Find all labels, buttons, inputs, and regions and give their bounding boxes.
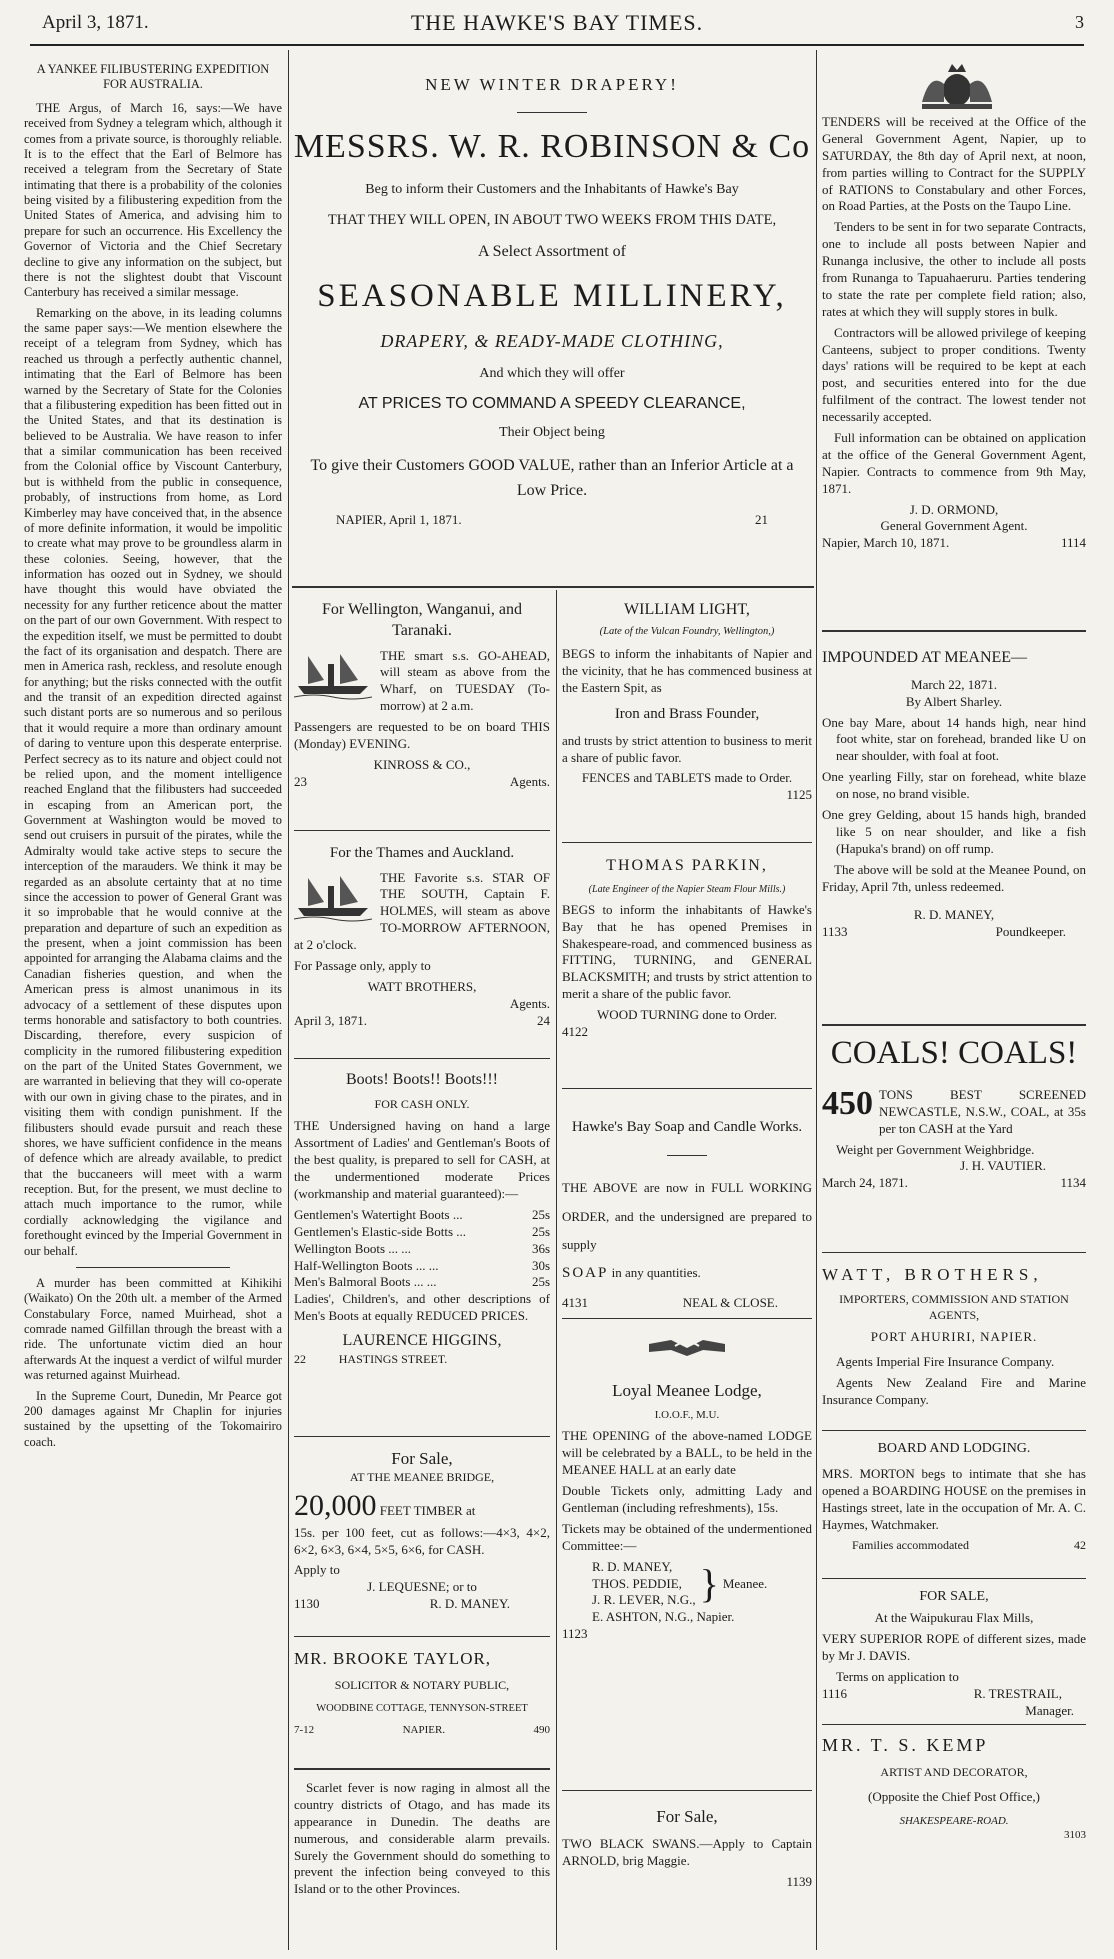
robinson-line2: Beg to inform their Customers and the Inhabitants of Hawke's Bay	[365, 182, 739, 198]
light-number: 1125	[786, 787, 812, 803]
divider	[822, 1724, 1086, 1725]
taylor-title: SOLICITOR & NOTARY PUBLIC,	[334, 1678, 510, 1693]
coals-body-line	[822, 1084, 1086, 1138]
item-name: Gentlemen's Watertight Boots ...	[294, 1206, 463, 1222]
robinson-line6: DRAPERY, & READY-MADE CLOTHING,	[380, 331, 724, 351]
timber-advert	[294, 1448, 550, 1628]
column-divider	[288, 50, 289, 1950]
light-body: BEGS to inform the inhabitants of Napier and the vicinity, that he has commenced business at the Eastern Spit, as	[562, 646, 812, 696]
lodge-obtain: Tickets may be obtained of the undermentioned Committee:—	[562, 1520, 812, 1553]
robinson-line1: NEW WINTER DRAPERY!	[425, 75, 679, 94]
item-price: 30s	[531, 1257, 550, 1273]
divider	[562, 1318, 812, 1319]
watt-advert	[822, 1264, 1086, 1424]
boots-number: 22	[294, 1351, 306, 1366]
divider	[822, 1578, 1086, 1579]
list-item: One yearling Filly, star on forehead, white blaze on nose, no brand visible.	[822, 769, 1086, 802]
boots-price-list	[294, 1207, 550, 1291]
robinson-line10: To give their Customers GOOD VALUE, rather than an Inferior Article at a Low Price.	[310, 456, 794, 500]
impounded-title: Poundkeeper.	[995, 924, 1066, 940]
boots-name: LAURENCE HIGGINS,	[342, 1332, 502, 1350]
article-paragraph: Remarking on the above, in its leading columns the same paper says:—We mention elsewhere the receipt of a telegram from Sydney, which has reached us through a perfectly authentic channel, intimating that the Earl of Belmore has been warned by the Secretary of State for the Colonies that a filibustering expedition has been fitted out in the United States, and that its destination is believed to be Australia. We have reason to infer that a similar communication has been received from the Colonial office by Viscount Canterbury, but is withheld from the public in consequence, probably, of instructions from home, as Lord Kimberley may have conceived that, in the absence of more definite information, it would be impolitic to create what may prove to be groundless alarm in these colonies. Seeing, however, that the information has oozed out in Sydney, we should have thought this would have obviated the necessity for any further reticence about the matter on the part of our own Government. With respect to the expedition itself, we must be permitted to doubt the fact of its organisation and despatch. There are men in America rash, reckless, and resolute enough for anything; but the risks connected with the outfit and the transit of an expedition directed against such distant ports are so numerous and so perilous that it would require a more than ordinary amount of daring to venture upon this desperate enterprise. Perfect secrecy as to its nature and object could not be relied upon, and the moment intelligence reached England that the filibusters had succeeded in escaping from an American port, the Government at Washington would be moved to send out cruisers in pursuit of the pirates, while the Admiralty would take active steps to secure the interception of the marauders. We think it may be regarded as an absolute certainty that at no time since the accession to power of General Grant was it so improbable that he would connive at the preparation and departure of such an expedition as the present, when a joint commission has been appointed for arranging the Alabama claims and the Canadian fisheries question, and when the American press is almost unanimous in its advocacy of a settlement of these disputes upon terms honorable and satisfactory to both countries. Discarding, therefore, every suspicion of complicity in the rumored filibustering expedition on the part of the United States Government, we are warranted in believing that they will co-operate with our own in giving chase to the pirates, and in visiting them with condign punishment. If the filibusters should evade pursuit and reach these shores, we have sufficient confidence in the means of defence which are already available, to predict that the buccaneers will meet with a warm reception. But, for the present, we must decline to attach much importance to the rumor, while cordially acknowledging the vigilance and forethought evinced by the Imperial Government in our behalf.	[24, 305, 282, 1258]
boots-body: THE Undersigned having on hand a large Assortment of Ladies' and Gentleman's Boots of the best quality, is prepared to sell for CASH, at the undermentioned moderate Prices (workmanship and material guaranteed):—	[294, 1118, 550, 1201]
divider	[294, 1058, 550, 1059]
court-paragraph: In the Supreme Court, Dunedin, Mr Pearce got 200 damages against Mr Chaplin for injuries sustained by the upsetting of the Tokomairiro coach.	[24, 1388, 282, 1449]
committee-names	[592, 1559, 696, 1610]
coals-weight: Weight per Government Weighbridge.	[836, 1141, 1035, 1157]
article-heading: A YANKEE FILIBUSTERING EXPEDITION FOR AUSTRALIA.	[36, 62, 270, 92]
divider	[292, 586, 814, 588]
robinson-line8: AT PRICES TO COMMAND A SPEEDY CLEARANCE,	[358, 394, 746, 412]
rope-title: Manager.	[1025, 1702, 1074, 1718]
rope-body: VERY SUPERIOR ROPE of different sizes, made by Mr J. DAVIS.	[822, 1631, 1086, 1663]
watt-heading: WATT, BROTHERS,	[822, 1265, 1043, 1284]
kemp-road: SHAKESPEARE-ROAD.	[899, 1814, 1009, 1827]
light-sub: (Late of the Vulcan Foundry, Wellington,)	[599, 625, 775, 637]
wellington-passengers: Passengers are requested to be on board THIS (Monday) EVENING.	[294, 719, 550, 752]
lodge-sub: I.O.O.F., M.U.	[654, 1409, 720, 1422]
timber-apply: Apply to	[294, 1562, 340, 1578]
kemp-name: MR. T. S. KEMP	[822, 1735, 989, 1755]
soap-body: THE ABOVE are now in FULL WORKING ORDER, and the undersigned are prepared to supply	[562, 1180, 812, 1253]
divider	[822, 1430, 1086, 1431]
board-number: 42	[1074, 1537, 1086, 1552]
divider	[76, 1267, 231, 1268]
tenders-p3: Contractors will be allowed privilege of keeping Canteens, subject to proper conditions. Twenty days' rations will be required to be kept at each post, and securities entered into for the due fulfilment of the contract. The lowest tender not necessarily accepted.	[822, 324, 1086, 425]
column-divider	[816, 50, 817, 1950]
parkin-number: 4122	[562, 1024, 588, 1040]
article-column	[24, 62, 282, 1948]
lodge-advert	[562, 1326, 812, 1746]
timber-who2: R. D. MANEY.	[429, 1596, 510, 1612]
item-price: 25s	[531, 1206, 550, 1222]
robinson-line4: A Select Assortment of	[478, 243, 626, 261]
boots-advert	[294, 1070, 550, 1426]
board-body: MRS. MORTON begs to intimate that she has opened a BOARDING HOUSE on the premises in Hastings street, late in the occupation of Mr. A. C. Haymes, Watchmaker.	[822, 1466, 1086, 1532]
swans-heading: For Sale,	[656, 1807, 718, 1826]
lodge-ashton: E. ASHTON, N.G., Napier.	[592, 1609, 735, 1625]
kemp-advert	[822, 1734, 1086, 1948]
rope-heading: FOR SALE,	[919, 1589, 989, 1604]
coals-number: 1134	[1060, 1175, 1086, 1191]
list-item: One bay Mare, about 14 hands high, near hind foot white, star on forehead, branded like U on near shoulder, with foal at foot.	[822, 714, 1086, 764]
thames-date: April 3, 1871.	[294, 1012, 367, 1028]
swans-body: TWO BLACK SWANS.—Apply to Captain ARNOLD, brig Maggie.	[562, 1836, 812, 1868]
robinson-line5: SEASONABLE MILLINERY,	[317, 278, 787, 315]
coals-name: J. H. VAUTIER.	[960, 1158, 1046, 1174]
tenders-advert	[822, 114, 1086, 624]
murder-paragraph: A murder has been committed at Kihikihi (Waikato) On the 20th ult. a member of the Armed Constabulary Force, named Muirhead, shot a comrade named Gilfillan through the breast with a ride. The unfortunate victim died an hour afterwards At the inquest a verdict of wilful murder was returned against Muirhead.	[24, 1275, 282, 1383]
wellington-agent: KINROSS & CO.,	[373, 756, 471, 772]
swans-advert	[562, 1806, 812, 1946]
robinson-line3: THAT THEY WILL OPEN, IN ABOUT TWO WEEKS FROM THIS DATE,	[327, 212, 777, 229]
watt-line2: Agents New Zealand Fire and Marine Insurance Company.	[822, 1375, 1086, 1407]
soap-line	[562, 1264, 812, 1284]
robinson-footer-number: 21	[755, 511, 768, 527]
parkin-tail: WOOD TURNING done to Order.	[597, 1007, 777, 1023]
masthead-date: April 3, 1871.	[42, 12, 149, 33]
lodge-committee	[562, 1559, 812, 1610]
item-name: Half-Wellington Boots ... ...	[294, 1257, 439, 1273]
taylor-name: MR. BROOKE TAYLOR,	[294, 1649, 492, 1668]
light-tail: FENCES and TABLETS made to Order.	[581, 770, 793, 786]
light-advert	[562, 600, 812, 838]
impounded-heading: IMPOUNDED AT MEANEE—	[822, 649, 1028, 666]
lodge-tickets: Double Tickets only, admitting Lady and Gentleman (including refreshments), 15s.	[562, 1483, 812, 1515]
wellington-number: 23	[294, 773, 307, 789]
board-advert	[822, 1440, 1086, 1570]
tenders-date: Napier, March 10, 1871.	[822, 535, 950, 551]
light-name: WILLIAM LIGHT,	[624, 601, 750, 618]
rope-terms: Terms on application to	[836, 1668, 959, 1684]
divider	[667, 1155, 707, 1156]
tenders-footer	[822, 535, 1086, 552]
item-name: Men's Balmoral Boots ... ...	[294, 1274, 437, 1290]
parkin-name: THOMAS PARKIN,	[606, 857, 768, 874]
taylor-town: NAPIER.	[402, 1724, 446, 1737]
soap-name: NEAL & CLOSE.	[682, 1295, 778, 1310]
masthead	[30, 6, 1084, 42]
wellington-heading: For Wellington, Wanganui, and Taranaki.	[322, 601, 522, 639]
item-price: 25s	[531, 1274, 550, 1290]
list-item	[294, 1207, 550, 1224]
list-item: J. R. LEVER, N.G.,	[592, 1592, 696, 1608]
timber-who1: J. LEQUESNE; or to	[367, 1579, 477, 1595]
coals-advert	[822, 1032, 1086, 1258]
lodge-body: THE OPENING of the above-named LODGE will be celebrated by a BALL, to be held in the MEANEE HALL at an early date	[562, 1428, 812, 1478]
tenders-body: TENDERS will be received at the Office of the General Government Agent, Napier, up to SATURDAY, the 8th day of April next, at noon, from parties willing to Contract for the SUPPLY of RATIONS to Constabulary and other Forces, on Road Parties, at the Posts on the Taupo Line.	[822, 114, 1086, 214]
boots-street: HASTINGS STREET.	[338, 1351, 448, 1366]
soap-word: SOAP	[562, 1264, 609, 1281]
robinson-line7: And which they will offer	[479, 366, 625, 382]
tenders-p4: Full information can be obtained on application at the office of the General Government Agent, Napier. Contracts to commence from 9th May, 1871.	[822, 430, 1086, 496]
taylor-address: WOODBINE COTTAGE, TENNYSON-STREET	[316, 1702, 528, 1714]
page-number: 3	[1075, 12, 1084, 32]
item-price: 25s	[531, 1223, 550, 1239]
parkin-advert	[562, 856, 812, 1078]
lodge-heading: Loyal Meanee Lodge,	[612, 1381, 762, 1400]
kemp-title: ARTIST AND DECORATOR,	[880, 1765, 1028, 1780]
impounded-number: 1133	[822, 924, 848, 940]
kemp-number: 3103	[1064, 1829, 1086, 1842]
robinson-footer	[292, 512, 812, 529]
thames-agent: WATT BROTHERS,	[367, 978, 477, 994]
thames-advert	[294, 844, 550, 1048]
coals-big: 450	[822, 1084, 873, 1122]
timber-heading: For Sale,	[391, 1449, 453, 1468]
kemp-addr: (Opposite the Chief Post Office,)	[868, 1788, 1040, 1804]
rope-advert	[822, 1588, 1086, 1718]
rope-number: 1116	[822, 1685, 848, 1701]
article-paragraph: THE Argus, of March 16, says:—We have received from Sydney a telegram which, although it comes from a private source, is thoroughly reliable. It is to the effect that the Earl of Belmore has received a telegram from the Secretary of State intimating that there is a probability of the colonies being visited by a filibustering expedition from the United States of America, and advising him to prepare for such an occurrence. His Excellency the Governor of Victoria and the Chief Secretary decline to give any information on the subject, but there is not the slightest doubt that Viscount Canterbury has received a similar message.	[24, 100, 282, 300]
divider	[294, 1636, 550, 1637]
item-name: Wellington Boots ... ...	[294, 1240, 412, 1256]
scarlet-fever-text: Scarlet fever is now raging in almost all the country districts of Otago, and has made its appearance in Dunedin. The deaths are numerous, and considerable alarm prevails. Surely the Government should do something to prevent the infection being conveyed to this Island or to the other Provinces.	[294, 1780, 550, 1897]
steamship-icon	[294, 650, 372, 700]
list-item: One grey Gelding, about 15 hands high, branded like 5 on near shoulder, and like a fish (Hapuka's brand) on off rump.	[822, 807, 1086, 856]
lodge-number: 1123	[562, 1626, 588, 1642]
steamship-icon	[294, 872, 372, 922]
thames-number: 24	[537, 1012, 550, 1028]
divider	[822, 630, 1086, 632]
parkin-body: BEGS to inform the inhabitants of Hawke's Bay that he has opened Premises in Shakespeare-road, and commenced business as FITTING, TURNING, and GENERAL BLACKSMITH; and trusts by strict attention to merit a share of the public favor.	[562, 901, 812, 1002]
soap-rest: in any quantities.	[611, 1264, 701, 1280]
timber-big-line	[294, 1486, 550, 1525]
watt-line1: Agents Imperial Fire Insurance Company.	[836, 1354, 1055, 1370]
boots-sub: FOR CASH ONLY.	[374, 1096, 470, 1111]
impounded-tail: The above will be sold at the Meanee Pound, on Friday, April 7th, unless redeemed.	[822, 861, 1086, 894]
robinson-advert	[292, 74, 812, 584]
timber-number: 1130	[294, 1596, 320, 1612]
light-trade: Iron and Brass Founder,	[614, 706, 760, 723]
light-body2: and trusts by strict attention to business to merit a share of public favor.	[562, 732, 812, 765]
boots-tail: Ladies', Children's, and other descriptions of Men's Boots at equally REDUCED PRICES.	[294, 1291, 550, 1324]
thames-passage: For Passage only, apply to	[294, 957, 431, 973]
robinson-name: MESSRS. W. R. ROBINSON & Co	[293, 128, 811, 166]
lodge-meanee: Meanee.	[722, 1575, 768, 1591]
masthead-title: THE HAWKE'S BAY TIMES.	[410, 10, 704, 35]
thames-footer	[294, 1013, 550, 1030]
rope-sub: At the Waipukurau Flax Mills,	[874, 1610, 1034, 1626]
rope-name: R. TRESTRAIL,	[973, 1685, 1062, 1701]
thames-heading: For the Thames and Auckland.	[329, 845, 515, 861]
parkin-sub: (Late Engineer of the Napier Steam Flour Mills.)	[588, 883, 786, 895]
list-item: R. D. MANEY,	[592, 1558, 673, 1574]
robinson-footer-date: NAPIER, April 1, 1871.	[336, 511, 462, 527]
coals-date: March 24, 1871.	[822, 1175, 908, 1191]
timber-sub: AT THE MEANEE BRIDGE,	[349, 1470, 495, 1485]
watt-place: PORT AHURIRI, NAPIER.	[870, 1329, 1038, 1345]
list-item	[294, 1258, 550, 1275]
impounded-advert	[822, 648, 1086, 1020]
divider	[294, 1768, 550, 1770]
soap-footer	[562, 1295, 812, 1310]
taylor-footer	[294, 1723, 550, 1737]
board-heading: BOARD AND LODGING.	[877, 1441, 1031, 1456]
robinson-line9: Their Object being	[499, 425, 605, 441]
tenders-name: J. D. ORMOND,	[909, 501, 999, 517]
item-name: Gentlemen's Elastic-side Botts ...	[294, 1223, 467, 1239]
soap-heading: Hawke's Bay Soap and Candle Works.	[571, 1119, 803, 1135]
thames-agents-label: Agents.	[509, 995, 550, 1011]
list-item	[294, 1241, 550, 1258]
list-item: THOS. PEDDIE,	[592, 1575, 682, 1591]
brace: }	[699, 1560, 719, 1606]
soap-advert	[562, 1114, 812, 1310]
boots-heading: Boots! Boots!! Boots!!!	[346, 1071, 498, 1088]
board-footer	[822, 1538, 1086, 1554]
divider	[562, 1088, 812, 1089]
board-families: Families accommodated	[852, 1537, 969, 1552]
divider	[294, 830, 550, 831]
wellington-agents-label: Agents.	[509, 773, 550, 789]
timber-big-rest: FEET TIMBER at	[379, 1502, 476, 1518]
wellington-footer	[294, 774, 550, 791]
scarlet-fever-paragraph	[294, 1780, 550, 1950]
list-item	[294, 1224, 550, 1241]
timber-body: 15s. per 100 feet, cut as follows:—4×3, 4×2, 6×2, 6×3, 6×4, 5×5, 6×6, for CASH.	[294, 1524, 550, 1557]
timber-footer	[294, 1596, 550, 1613]
taylor-number-left: 7-12	[294, 1724, 315, 1737]
column-divider	[556, 590, 557, 1950]
coals-footer	[822, 1175, 1086, 1192]
tenders-p2: Tenders to be sent in for two separate Contracts, one to include all posts between Napier and Runanga inclusive, the other to include all posts from Runanga to Tapuahaeruru. Parties tendering to state the rate per complete field ration; also, rates at which they will supply stores in bulk.	[822, 219, 1086, 319]
divider	[562, 1790, 812, 1791]
taylor-number-right: 490	[533, 1724, 550, 1737]
divider	[822, 1024, 1086, 1026]
boots-footer	[294, 1352, 550, 1368]
royal-arms-icon	[912, 62, 1002, 112]
item-price: 36s	[531, 1240, 550, 1256]
soap-number: 4131	[562, 1295, 588, 1310]
wellington-body: THE smart s.s. GO-AHEAD, will steam as above from the Wharf, on TUESDAY (To-morrow) at 2 a.m.	[380, 647, 550, 714]
thames-body: THE Favorite s.s. STAR OF THE SOUTH, Captain F. HOLMES, will steam as above TO-MORROW AFTERNOON, at 2 o'clock.	[294, 869, 550, 953]
tenders-title: General Government Agent.	[880, 518, 1028, 534]
rope-footer	[822, 1686, 1086, 1703]
list-item	[294, 1274, 550, 1291]
taylor-advert	[294, 1648, 550, 1758]
handshake-icon	[647, 1326, 727, 1366]
divider	[822, 1252, 1086, 1253]
coals-heading: COALS! COALS!	[830, 1035, 1078, 1071]
divider	[517, 112, 587, 113]
impounded-footer	[822, 924, 1086, 941]
masthead-rule	[30, 44, 1084, 46]
timber-big: 20,000	[294, 1488, 377, 1522]
swans-number: 1139	[786, 1873, 812, 1889]
wellington-advert	[294, 600, 550, 816]
impounded-date: March 22, 1871.	[911, 676, 997, 692]
coals-body: TONS BEST SCREENED NEWCASTLE, N.S.W., COAL, at 35s per ton CASH at the Yard	[879, 1086, 1086, 1136]
watt-sub: IMPORTERS, COMMISSION AND STATION AGENTS,	[839, 1292, 1069, 1322]
impounded-name: R. D. MANEY,	[913, 907, 995, 923]
divider	[562, 842, 812, 843]
impounded-by: By Albert Sharley.	[905, 693, 1003, 709]
tenders-number: 1114	[1060, 535, 1086, 551]
divider	[294, 1436, 550, 1437]
